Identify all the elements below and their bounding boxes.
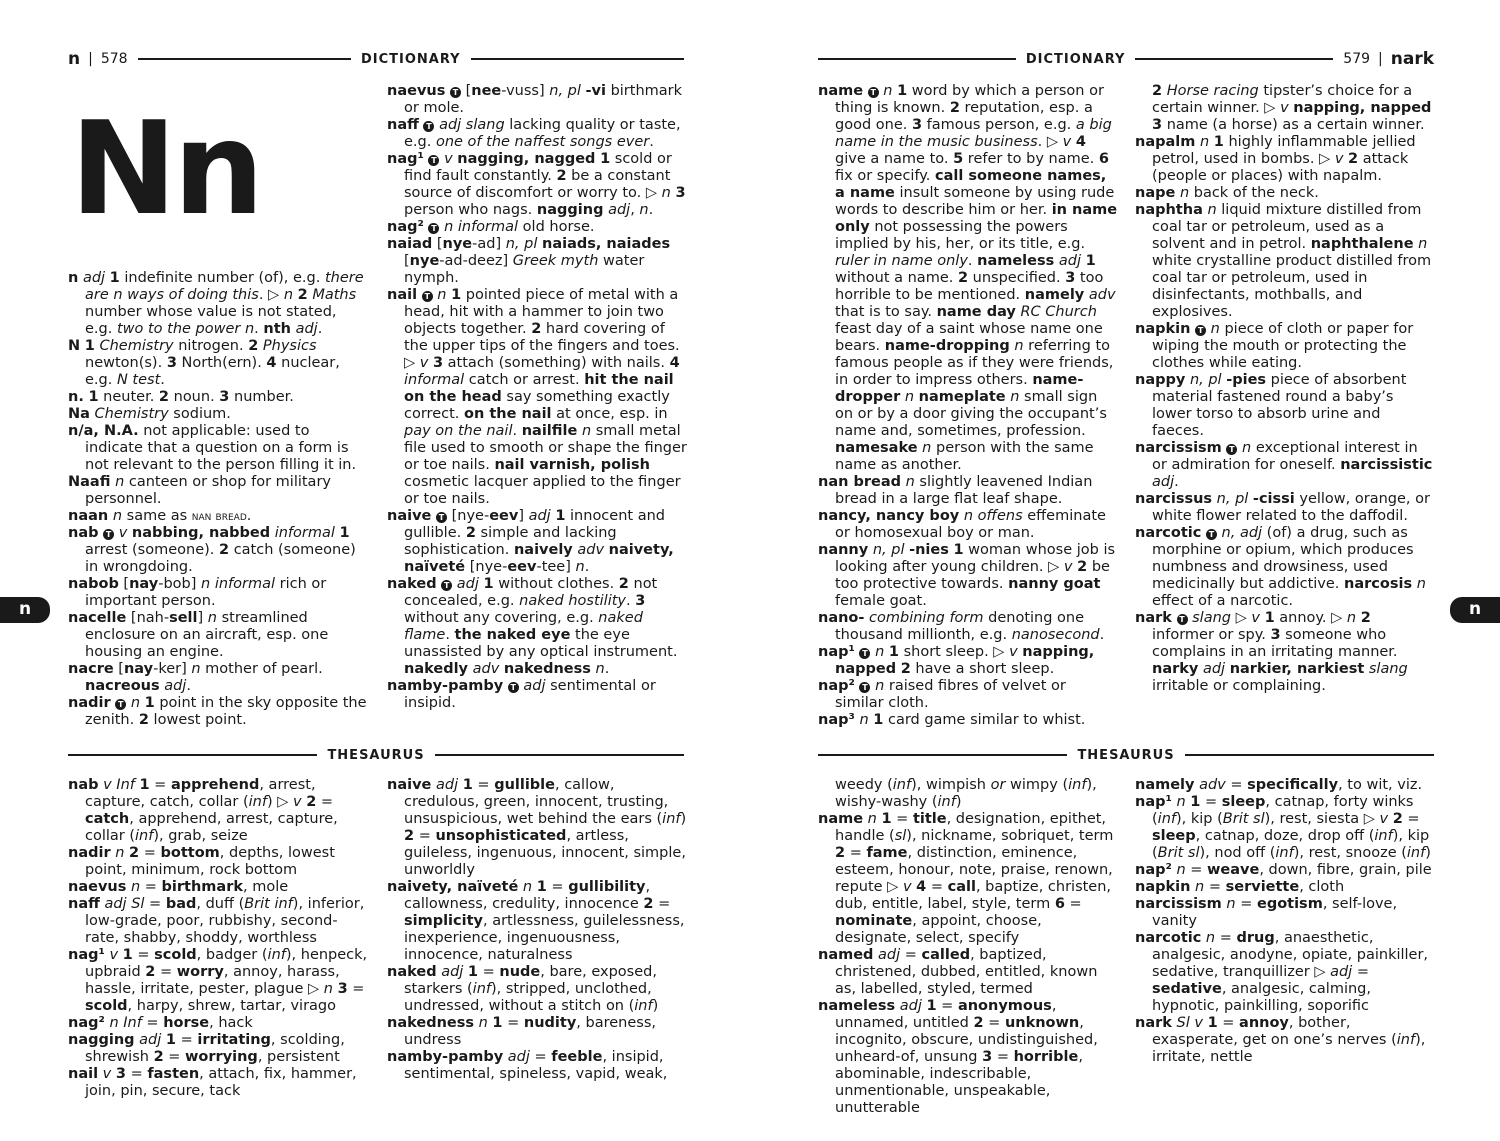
thes-entry-naivety: naivety, naïveté n 1 = gullibility, callowness, credulity, innocence 2 = simplicity, artlessness, guilelessness, inexperience, ingenuousness, innocence, naturalness	[387, 879, 685, 963]
thes-entry-napkin: napkin n = serviette, cloth	[1135, 879, 1345, 895]
dict-entry-name: name T n 1 word by which a person or thing is known. 2 reputation, esp. a good one. 3 famous person, e.g. a big name in the music business. ▷ v 4 give a name to. 5 refer to by name. 6 fix or specify. call someone names, a name insult someone by using rude words to describe him or her. in name only not possessing the powers implied by his, her, or its title, e.g. ruler in name only. nameless adj 1 without a name. 2 unspecified. 3 too horrible to be mentioned. namely adv that is to say. name day RC Church feast day of a saint whose name one bears. name-dropping n referring to famous people as if they were friends, in order to impress others. name-dropper n nameplate n small sign on or by a door giving the occupant’s name and, sometimes, profession. namesake n person with the same name as another.	[818, 83, 1118, 473]
thes-entry-namely: namely adv = specifically, to wit, viz.	[1135, 777, 1423, 793]
left-header-section: DICTIONARY	[361, 51, 461, 67]
right-thesaurus-rule-2	[1185, 754, 1434, 756]
dict-entry-n-dot: n. 1 neuter. 2 noun. 3 number.	[68, 389, 294, 405]
dict-entry-n: n adj 1 indefinite number (of), e.g. there are n ways of doing this. ▷ n 2 Maths number whose value is not stated, e.g. two to the power n. nth adj.	[68, 270, 364, 337]
left-header-rule-1	[138, 58, 351, 60]
left-page-header	[68, 48, 684, 70]
big-letter-heading: Nn	[70, 95, 261, 244]
thes-entry-named: named adj = called, baptized, christened, dubbed, entitled, known as, labelled, styled, termed	[818, 947, 1098, 997]
right-thumb-tab: n	[1450, 597, 1500, 623]
right-header-section: DICTIONARY	[1025, 51, 1126, 67]
right-header-guideword: nark	[1390, 49, 1435, 69]
dict-entry-nail: nail T n 1 pointed piece of metal with a head, hit with a hammer to join two objects together. 2 hard covering of the upper tips of the fingers and toes. ▷ v 3 attach (something) with nails. 4 informal catch or arrest. hit the nail on the head say something exactly correct. on the nail at once, esp. in pay on the nail. nailfile n small metal file used to smooth or shape the finger or toe nails. nail varnish, polish cosmetic lacquer applied to the finger or toe nails.	[387, 287, 687, 507]
left-thesaurus-divider	[68, 745, 684, 765]
thes-entry-naked: naked adj 1 = nude, bare, exposed, starkers (inf), stripped, unclothed, undressed, without a stitch on (inf)	[387, 964, 659, 1014]
dict-entry-nap3: nap³ n 1 card game similar to whist.	[818, 712, 1086, 728]
right-dictionary-column-2	[1135, 83, 1435, 695]
thes-entry-nameless: nameless adj 1 = anonymous, unnamed, untitled 2 = unknown, incognito, obscure, undistinguished, unheard-of, unsung 3 = horrible, abominable, indescribable, unmentionable, unspeakable, unutterable	[818, 998, 1098, 1116]
dict-entry-naphtha: naphtha n liquid mixture distilled from coal tar or petroleum, used as a solvent and in petrol. naphthalene n white crystalline product distilled from coal tar or petroleum, used in disinfectants, mothballs, and explosives.	[1135, 202, 1432, 320]
right-header-separator: |	[1378, 51, 1383, 67]
dict-entry-N: N 1 Chemistry nitrogen. 2 Physics newton(s). 3 North(ern). 4 nuclear, e.g. N test.	[68, 338, 340, 388]
dict-entry-nab: nab T v nabbing, nabbed informal 1 arrest (someone). 2 catch (someone) in wrongdoing.	[68, 525, 356, 575]
dict-entry-narcotic: narcotic T n, adj (of) a drug, such as morphine or opium, which produces numbness and drowsiness, used medicinally but addictive. narcosis n effect of a narcotic.	[1135, 525, 1426, 609]
dict-entry-nancy: nancy, nancy boy n offens effeminate or homosexual boy or man.	[818, 508, 1106, 541]
dict-entry-nap1: nap¹ T n 1 short sleep. ▷ v napping, napped 2 have a short sleep.	[818, 644, 1095, 677]
thes-entry-namby-pamby-cont: weedy (inf), wimpish or wimpy (inf), wishy-washy (inf)	[835, 777, 1097, 810]
thes-entry-name: name n 1 = title, designation, epithet, handle (sl), nickname, sobriquet, term 2 = fame, distinction, eminence, esteem, honour, note, praise, renown, repute ▷ v 4 = call, baptize, christen, dub, entitle, label, style, term 6 = nominate, appoint, choose, designate, select, specify	[818, 811, 1114, 946]
right-thesaurus-column-1	[818, 777, 1118, 1117]
dict-entry-nacelle: nacelle [nah-sell] n streamlined enclosure on an aircraft, esp. one housing an engine.	[68, 610, 329, 660]
dict-entry-nap3-cont: 2 Horse racing tipster’s choice for a certain winner. ▷ v napping, napped 3 name (a horse) as a certain winner.	[1152, 83, 1432, 133]
left-header-separator: |	[88, 51, 93, 67]
thes-entry-nag2: nag² n Inf = horse, hack	[68, 1015, 253, 1031]
left-header-letter: n	[68, 49, 81, 69]
thes-entry-narcotic: narcotic n = drug, anaesthetic, analgesic, anodyne, opiate, painkiller, sedative, tranquillizer ▷ adj = sedative, analgesic, calming, hypnotic, painkilling, soporific	[1135, 930, 1429, 1014]
dict-entry-nan-bread: nan bread n slightly leavened Indian bread in a large flat leaf shape.	[818, 474, 1093, 507]
thes-entry-nap2: nap² n = weave, down, fibre, grain, pile	[1135, 862, 1432, 878]
left-thesaurus-column-1	[68, 777, 368, 1100]
thes-entry-nagging: nagging adj 1 = irritating, scolding, shrewish 2 = worrying, persistent	[68, 1032, 345, 1065]
dict-entry-nap2: nap² T n raised fibres of velvet or similar cloth.	[818, 678, 1066, 711]
thes-entry-nail: nail v 3 = fasten, attach, fix, hammer, join, pin, secure, tack	[68, 1066, 357, 1099]
left-thesaurus-label: THESAURUS	[327, 747, 425, 763]
left-thesaurus-column-2	[387, 777, 687, 1083]
dict-entry-namby-pamby: namby-pamby T adj sentimental or insipid.	[387, 678, 656, 711]
thes-entry-nadir: nadir n 2 = bottom, depths, lowest point, minimum, rock bottom	[68, 845, 335, 878]
dict-entry-nacre: nacre [nay-ker] n mother of pearl. nacreous adj.	[68, 661, 323, 694]
thes-entry-namby-pamby: namby-pamby adj = feeble, insipid, sentimental, spineless, vapid, weak,	[387, 1049, 668, 1082]
dict-entry-naevus: naevus T [nee-vuss] n, pl -vi birthmark or mole.	[387, 83, 683, 116]
thes-entry-narcissism: narcissism n = egotism, self-love, vanity	[1135, 896, 1398, 929]
thes-entry-naive: naive adj 1 = gullible, callow, credulous, green, innocent, trusting, unsuspicious, wet behind the ears (inf) 2 = unsophisticated, artless, guileless, ingenuous, innocent, simple, unworldly	[387, 777, 687, 878]
left-header-rule-2	[471, 58, 684, 60]
right-header-rule-2	[1135, 58, 1333, 60]
left-dictionary-column-1	[68, 270, 368, 729]
right-thesaurus-divider	[818, 745, 1434, 765]
dict-entry-nano: nano- combining form denoting one thousand millionth, e.g. nanosecond.	[818, 610, 1105, 643]
dict-entry-nape: nape n back of the neck.	[1135, 185, 1319, 201]
dict-entry-narcissus: narcissus n, pl -cissi yellow, orange, or white flower related to the daffodil.	[1135, 491, 1430, 524]
dict-entry-napalm: napalm n 1 highly inflammable jellied petrol, used in bombs. ▷ v 2 attack (people or places) with napalm.	[1135, 134, 1416, 184]
right-thesaurus-label: THESAURUS	[1077, 747, 1175, 763]
left-thesaurus-rule-2	[435, 754, 684, 756]
thes-entry-nakedness: nakedness n 1 = nudity, bareness, undress	[387, 1015, 656, 1048]
left-thumb-tab: n	[0, 597, 50, 623]
right-thesaurus-column-2	[1135, 777, 1435, 1066]
dict-entry-naff: naff T adj slang lacking quality or taste, e.g. one of the naffest songs ever.	[387, 117, 681, 150]
dict-entry-naive: naive T [nye-eev] adj 1 innocent and gullible. 2 simple and lacking sophistication. naively adv naivety, naïveté [nye-eev-tee] n.	[387, 508, 674, 575]
dict-entry-nappy: nappy n, pl -pies piece of absorbent material fastened round a baby’s lower torso to absorb urine and faeces.	[1135, 372, 1407, 439]
dict-entry-naan: naan n same as nan bread.	[68, 508, 252, 524]
dict-entry-na: n/a, N.A. not applicable: used to indicate that a question on a form is not relevant to the person filling it in.	[68, 423, 357, 473]
dict-entry-Na: Na Chemistry sodium.	[68, 406, 231, 422]
right-dictionary-column-1	[818, 83, 1118, 729]
dict-entry-nag1: nag¹ T v nagging, nagged 1 scold or find fault constantly. 2 be a constant source of discomfort or worry to. ▷ n 3 person who nags. nagging adj, n.	[387, 151, 686, 218]
dict-entry-nanny: nanny n, pl -nies 1 woman whose job is looking after young children. ▷ v 2 be too protective towards. nanny goat female goat.	[818, 542, 1116, 609]
thes-entry-nap1: nap¹ n 1 = sleep, catnap, forty winks (inf), kip (Brit sl), rest, siesta ▷ v 2 = sleep, catnap, doze, drop off (inf), kip (Brit sl), nod off (inf), rest, snooze (inf)	[1135, 794, 1431, 861]
dict-entry-nadir: nadir T n 1 point in the sky opposite the zenith. 2 lowest point.	[68, 695, 367, 728]
dict-entry-narcissism: narcissism T n exceptional interest in or admiration for oneself. narcissistic adj.	[1135, 440, 1433, 490]
dict-entry-nag2: nag² T n informal old horse.	[387, 219, 595, 235]
right-page-number: 579	[1343, 51, 1371, 67]
thes-entry-nag1: nag¹ v 1 = scold, badger (inf), henpeck, upbraid 2 = worry, annoy, harass, hassle, irritate, pester, plague ▷ n 3 = scold, harpy, shrew, tartar, virago	[68, 947, 368, 1014]
dict-entry-naked: naked T adj 1 without clothes. 2 not concealed, e.g. naked hostility. 3 without any covering, e.g. naked flame. the naked eye the eye unassisted by any optical instrument. nakedly adv nakedness n.	[387, 576, 678, 677]
thes-entry-naevus: naevus n = birthmark, mole	[68, 879, 289, 895]
dict-entry-napkin: napkin T n piece of cloth or paper for wiping the mouth or protecting the clothes while eating.	[1135, 321, 1414, 371]
right-page-header	[818, 48, 1434, 70]
right-thesaurus-rule-1	[818, 754, 1067, 756]
dict-entry-nabob: nabob [nay-bob] n informal rich or important person.	[68, 576, 327, 609]
right-header-rule-1	[818, 58, 1016, 60]
thes-entry-nab: nab v Inf 1 = apprehend, arrest, capture, catch, collar (inf) ▷ v 2 = catch, apprehend, arrest, capture, collar (inf), grab, seize	[68, 777, 338, 844]
left-page-number: 578	[100, 51, 128, 67]
dict-entry-naiad: naiad [nye-ad] n, pl naiads, naiades [nye-ad-deez] Greek myth water nymph.	[387, 236, 671, 286]
left-thesaurus-rule-1	[68, 754, 317, 756]
dict-entry-nark: nark T slang ▷ v 1 annoy. ▷ n 2 informer or spy. 3 someone who complains in an irritating manner. narky adj narkier, narkiest slang irritable or complaining.	[1135, 610, 1408, 694]
dict-entry-naafi: Naafi n canteen or shop for military personnel.	[68, 474, 331, 507]
thes-entry-naff: naff adj Sl = bad, duff (Brit inf), inferior, low-grade, poor, rubbishy, second-rate, shabby, shoddy, worthless	[68, 896, 365, 946]
thes-entry-nark: nark Sl v 1 = annoy, bother, exasperate, get on one’s nerves (inf), irritate, nettle	[1135, 1015, 1426, 1065]
left-dictionary-column-2	[387, 83, 687, 712]
